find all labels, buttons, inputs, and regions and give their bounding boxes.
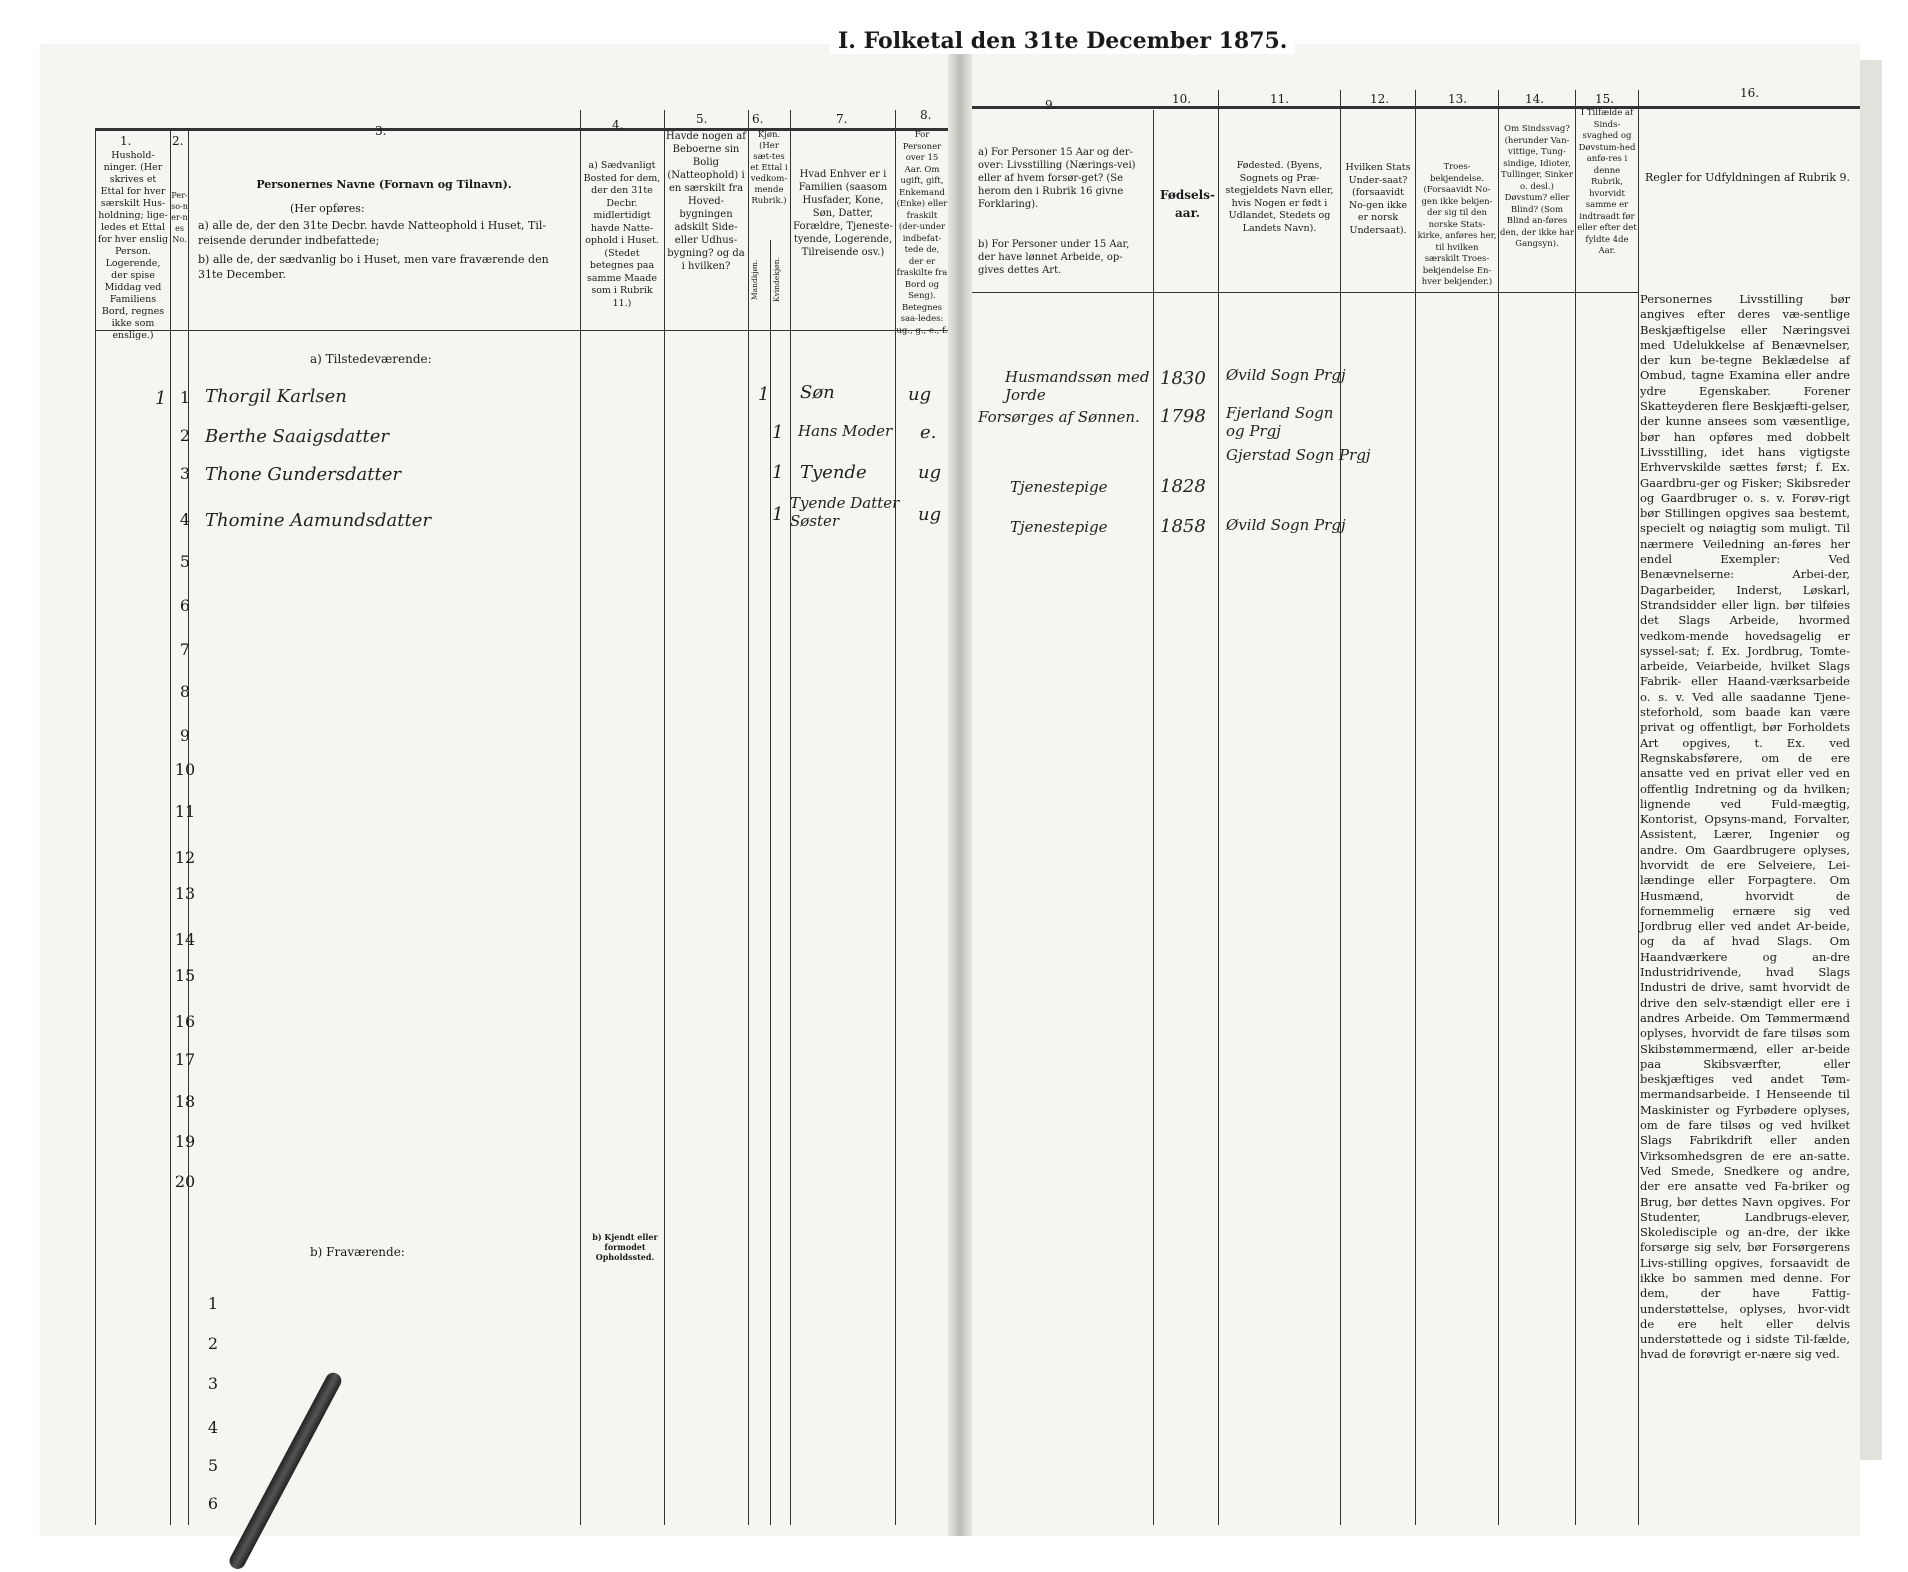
absent-residence-label: b) Kjendt eller formodet Opholdssted. — [592, 1232, 658, 1262]
person-name: Thorgil Karlsen — [205, 386, 347, 407]
header-religion: Troes-bekjendelse. (Forsaavidt No-gen ikke bekjen-der sig til den norske Stats-kirke, anføres her, til hvilken særskilt Troes-bekjendelse En-hver bekjender.) — [1417, 162, 1497, 287]
person-occupation: Husmandssøn med Jorde — [1005, 368, 1150, 404]
header-citizenship: Hvilken Stats Under-saat? (forsaavidt No-gen ikke er norsk Undersaat). — [1345, 162, 1411, 236]
header-male: Mandkjøn. — [750, 259, 759, 301]
person-birthplace: Øvild Sogn Prgj — [1226, 516, 1346, 534]
person-status: e. — [920, 422, 937, 443]
person-status: ug — [918, 504, 942, 525]
header-birthplace: Fødested. (Byens, Sognets og Præ-stegjeldets Navn eller, hvis Nogen er født i Udlandet, Stedets og Landets Navn). — [1225, 160, 1334, 234]
page-edge — [1860, 60, 1882, 1460]
header-marital-status: For Personer over 15 Aar. Om ugift, gift, Enkemand (Enke) eller fraskilt (der-under indbefat-tede de, der er fraskilte fra Bord og Seng). Betegnes saa-ledes: ug., g., e., f. — [896, 130, 948, 336]
header-names-title: Personernes Navne (Fornavn og Tilnavn). — [256, 178, 512, 191]
person-name: Thone Gundersdatter — [205, 464, 401, 485]
person-occupation: Forsørges af Sønnen. — [978, 408, 1140, 426]
header-names-a: a) alle de, der den 31te Decbr. havde Natteophold i Huset, Til-reisende derunder indbefattede; — [198, 219, 547, 247]
header-outbuilding: Havde nogen af Beboerne sin Bolig (Natteophold) i en særskilt fra Hoved-bygningen adskilt Side-eller Udhus-bygning? og da i hvilken? — [666, 131, 746, 272]
page-title: I. Folketal den 31te December 1875. — [830, 28, 1295, 54]
person-status: ug — [908, 384, 932, 405]
person-occupation: Tjenestepige — [1010, 518, 1108, 536]
header-birth-year: Fødsels-aar. — [1160, 188, 1215, 220]
header-names-sub: (Her opføres: — [290, 202, 365, 215]
header-occupation-b: b) For Personer under 15 Aar, der have lønnet Arbeide, op-gives dettes Art. — [978, 239, 1130, 276]
section-absent-label: b) Fraværende: — [310, 1245, 405, 1259]
person-birth-year: 1858 — [1160, 516, 1206, 537]
header-usual-residence: a) Sædvanligt Bosted for dem, der den 31te Decbr. midlertidigt havde Natte-ophold i Huset. (Stedet betegnes paa samme Maade som i Rubrik 11.) — [583, 160, 661, 309]
person-sex: 1 — [772, 422, 784, 443]
person-name: Berthe Saaigsdatter — [205, 426, 389, 447]
person-name: Thomine Aamundsdatter — [205, 510, 431, 531]
person-birthplace: Øvild Sogn Prgj — [1226, 366, 1346, 384]
person-status: ug — [918, 462, 942, 483]
header-names-b: b) alle de, der sædvanlig bo i Huset, men vare fraværende den 31te December. — [198, 253, 549, 281]
rules-text: Personernes Livsstilling bør angives efter deres væ-sentlige Beskjæftigelse eller Næringsvei med Udelukkelse af Benævnelser, der kun be-tegne Beklædelse af Ombud, tagne Examina eller andre ydre Egenskaber. Forener Skatteyderen flere Beskjæfti-gelser, der kunne ansees som væsentlige, bør han opføres med dobbelt Livsstilling, idet hans vigtigste Erhvervskilde sættes først; f. Ex. Gaardbru-ger og Fisker; Skibsreder og Gaardbruger o. s. v. Forøv-rigt bør Stillingen opgives saa bestemt, specielt og nøiagtig som muligt. Til nærmere Veiledning an-føres her endel Exempler: Ved Benævnelserne: Arbei-der, Dagarbeider, Inderst, Løskarl, Strandsidder eller lign. bør tilføies det Slags Arbeide, hvormed vedkom-mende hovedsagelig er syssel-sat; f. Ex. Jordbrug, Tomte-arbeide, Veiarbeide, hvilket Slags Fabrik- eller Haand-værksarbeide o. s. v. Ved alle saadanne Tjene-steforhold, som baade kan være privat og offentligt, bør Forholdets Art opgives, t. Ex. ved Regnskabsførere, om de ere ansatte ved en privat eller ved en offentlig Indretning og da hvilken; lignende ved Fuld-mægtig, Kontorist, Opsyns-mand, Forvalter, Assistent, Lærer, Ingeniør og andre. Om Gaardbrugere oplyses, hvorvidt de ere Selveiere, Lei-lændinge eller Forpagtere. Om Husmænd, hvorvidt de fornemmelig ernære sig ved Jordbrug eller ved andet Ar-beide, og da af hvad Slags. Om Haandværkere og an-dre Industridrivende, hvad Slags Industri de drive, samt hvorvidt de drive den selv-stændigt eller ere i andres Arbeide. Om Tømmermænd oplyses, hvorvidt de fare tilsøs som Skibstømmermænd, eller ar-beide paa Skibsværfter, eller beskjæftiges ved andet Tøm-mermandsarbeide. I Henseende til Maskinister og Fyrbødere oplyses, om de fare tilsøs og ved hvilket Slags Fabrikdrift eller anden Virksomhedsgren de ere an-satte. Ved Smede, Snedkere og andre, der ere ansatte ved Fa-briker og Brug, bør dettes Navn opgives. For Studenter, Landbrugs-elever, Skoledisciple og an-dre, der ikke forsørge sig selv, bør Forsørgerens Livs-stilling opgives, forsaavidt de ikke bo sammen med denne. For dem, der have Fattig-understøttelse, oplyses, hvor-vidt de ere helt eller delvis understøttede og i sidste Til-fælde, hvad de forøvrigt er-nære sig ved. — [1640, 292, 1850, 1362]
person-birthplace: Gjerstad Sogn Prgj — [1226, 446, 1371, 464]
book-gutter — [948, 44, 972, 1536]
person-sex: 1 — [758, 384, 770, 405]
person-birth-year: 1798 — [1160, 406, 1206, 427]
section-present-label: a) Tilstedeværende: — [310, 352, 432, 366]
header-onset: I Tilfælde af Sinds-svaghed og Døvstum-hed anfø-res i denne Rubrik, hvorvidt samme er indtraadt før eller efter det fyldte 4de Aar. — [1577, 108, 1637, 256]
person-role: Tyende — [800, 462, 867, 483]
header-female: Kvindekjøn. — [772, 257, 781, 303]
person-birth-year: 1828 — [1160, 476, 1206, 497]
header-family-role: Hvad Enhver er i Familien (saasom Husfader, Kone, Søn, Datter, Forældre, Tjeneste-tyende, Logerende, Tilreisende osv.) — [793, 169, 893, 258]
header-rules: Regler for Udfyldningen af Rubrik 9. — [1645, 171, 1851, 184]
header-disability: Om Sindssvag? (herunder Van-vittige, Tung-sindige, Idioter, Tullinger, Sinker o. desl.) Døvstum? eller Blind? (Som Blind an-føres den, der ikke har Gangsyn). — [1500, 124, 1574, 249]
person-sex: 1 — [772, 504, 784, 525]
person-role: Hans Moder — [798, 422, 893, 440]
household-mark: 1 — [155, 388, 167, 409]
person-birth-year: 1830 — [1160, 368, 1206, 389]
header-occupation-a: a) For Personer 15 Aar og der-over: Livsstilling (Nærings-vei) eller af hvem forsør-get? (Se herom den i Rubrik 16 givne Forklaring). — [978, 147, 1136, 210]
header-sex: Kjøn. (Her sæt-tes et Ettal i vedkom-mende Rubrik.) — [750, 130, 788, 206]
person-role: Tyende Datter Søster — [790, 494, 900, 530]
person-role: Søn — [800, 382, 835, 403]
person-sex: 1 — [772, 462, 784, 483]
person-occupation: Tjenestepige — [1010, 478, 1108, 496]
person-birthplace: Fjerland Sogn og Prgj — [1226, 404, 1334, 440]
header-person-no: Per-so-ner-nes No. — [171, 191, 188, 244]
header-households: Hushold-ninger. (Her skrives et Ettal for hver særskilt Hus-holdning; lige-ledes et Ettal for hver enslig Person. Logerende, der spise Middag ved Familiens Bord, regnes ikke som enslige.) — [97, 150, 169, 341]
